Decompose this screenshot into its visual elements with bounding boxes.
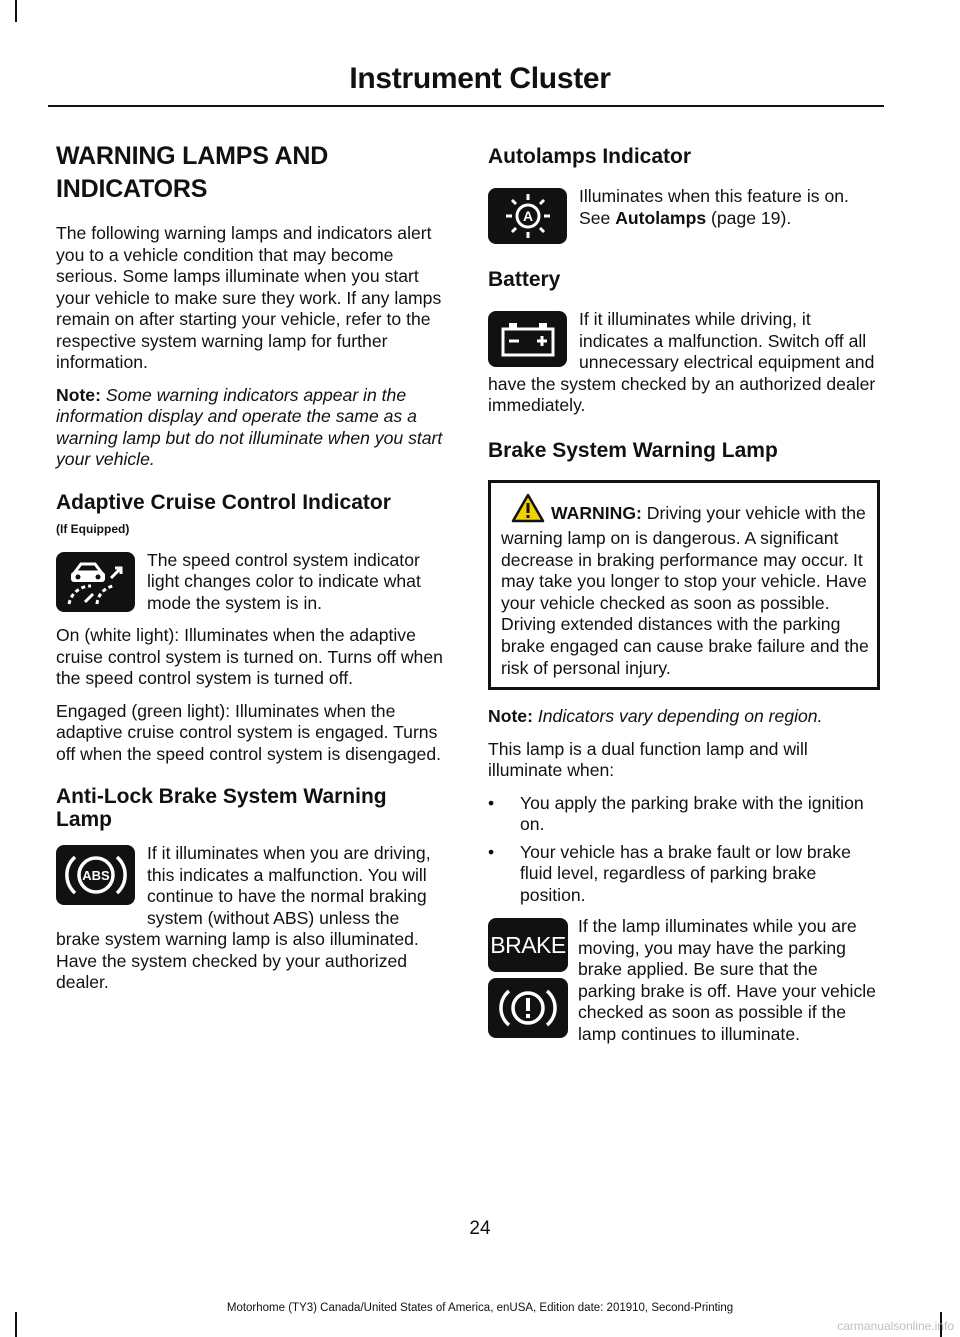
autolamps-icon [488,188,567,244]
region-note-paragraph [488,706,880,728]
bullet-text: Your vehicle has a brake fault or low brake fluid level, regardless of parking brake position. [520,841,851,905]
region-note-text: Indicators vary depending on region. [532,706,823,727]
footer-edition: Motorhome (TY3) Canada/United States of America, enUSA, Edition date: 201910, Second-Printing [226,1302,734,1314]
svg-text:A: A [522,208,533,224]
bullet-text: You apply the parking brake with the ignition on. [520,792,864,835]
acc-desc-text: The speed control system indicator light changes color to indicate what mode the system is in. [147,549,421,613]
autolamps-desc-1: Illuminates when this feature is on. See [579,186,849,228]
bullet-list [488,793,880,907]
abs-icon-label: ABS [81,868,110,883]
brake-text-icon [488,918,568,972]
list-item [488,793,880,836]
brake-warning-icon [488,978,568,1038]
header-rule [48,105,884,107]
watermark: carmanualsonline.info [837,1319,954,1333]
abs-desc-text: If it illuminates when you are driving, this indicates a malfunction. You will continue to have the normal braking system (without ABS) unless the brake system warning lamp is also illuminated. Have the system checked by your authorized dealer. [56,843,431,992]
warning-label: WARNING: [551,502,642,523]
acc-equipped-note: (If Equipped) [56,521,130,536]
battery-icon [488,311,567,367]
acc-title: Adaptive Cruise Control Indicator [56,490,391,514]
autolamps-desc-2: (page 19). [706,207,792,228]
abs-desc-paragraph [56,843,448,994]
autolamps-paragraph [488,186,880,229]
page-header-title: Instrument Cluster [349,62,611,95]
bullet-dot: • [488,841,495,862]
battery-desc: If it illuminates while driving, it indicates a malfunction. Switch off all unnecessary electrical equipment and have the system checked by an authorized dealer immediately. [488,309,876,415]
abs-title: Anti-Lock Brake System Warning Lamp [56,785,387,831]
left-column [56,140,448,1005]
adaptive-cruise-icon [56,552,135,612]
warning-triangle-icon [511,493,545,529]
brake-icons-stack [488,918,568,1038]
bullet-dot: • [488,792,495,813]
autolamps-link[interactable]: Autolamps [615,207,707,228]
note-paragraph [56,385,448,471]
acc-desc-paragraph [56,550,448,615]
acc-engaged-paragraph: Engaged (green light): Illuminates when the adaptive cruise control system is engaged. Turns off when the speed control system is disengaged. [56,700,442,764]
brake-icon-label: BRAKE [490,931,566,958]
region-note-label: Note: [488,706,533,727]
autolamps-title: Autolamps Indicator [488,145,692,168]
note-text: Some warning indicators appear in the information display and operate the same as a warning lamp but do not illuminate when you start your vehicle. [56,384,443,469]
battery-paragraph [488,309,880,417]
battery-title: Battery [488,268,561,291]
section-title: WARNING LAMPS AND INDICATORS [56,142,329,203]
dual-intro-paragraph: This lamp is a dual function lamp and will illuminate when: [488,738,808,781]
page-number: 24 [469,1218,491,1239]
right-column [488,145,880,1056]
crop-mark [15,1312,17,1337]
list-item [488,842,880,907]
acc-on-paragraph: On (white light): Illuminates when the adaptive cruise control system is turned on. Turns off when the speed control system is turned off. [56,625,443,688]
brake-title: Brake System Warning Lamp [488,438,778,462]
intro-paragraph: The following warning lamps and indicators alert you to a vehicle condition that may become serious. Some lamps illuminate when you start your vehicle to make sure they work. If any lamps remain on after starting your vehicle, refer to the respective system warning lamp for further information. [56,223,442,372]
crop-mark [15,0,17,22]
note-label: Note: [56,384,101,405]
warning-box [488,480,880,691]
warning-text: Driving your vehicle with the warning lamp on is dangerous. A significant decrease in braking performance may occur. It may take you longer to stop your vehicle. Have your vehicle checked as soon as possible. Driving extended distances with the parking brake engaged can cause brake failure and the risk of personal injury. [501,502,869,678]
brake-desc-paragraph: If the lamp illuminates while you are moving, you may have the parking brake applied. Be sure that the parking brake is off. Have your vehicle checked as soon as possible if the lamp continues to illuminate. [578,916,876,1044]
abs-warning-icon [56,845,135,905]
